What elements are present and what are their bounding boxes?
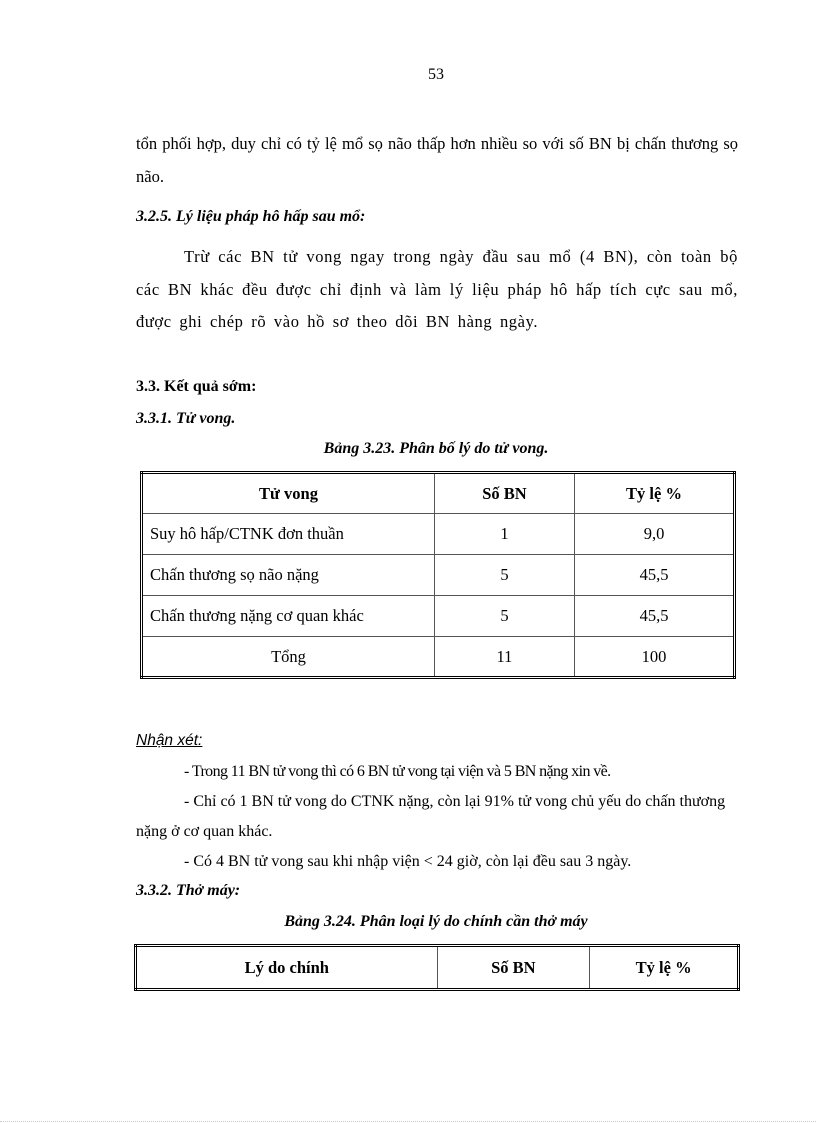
table-cell: 11	[435, 637, 575, 678]
remark-1: - Trong 11 BN tử vong thì có 6 BN tử vong tại viện và 5 BN nặng xin về.	[184, 763, 611, 780]
remark-2: - Chỉ có 1 BN tử vong do CTNK nặng, còn lại 91% tử vong chủ yếu do chấn thương nặng ở cơ quan khác.	[136, 793, 726, 840]
section-heading-3-3: 3.3. Kết quả sớm:	[136, 378, 257, 395]
table-cell: Chấn thương nặng cơ quan khác	[142, 596, 435, 637]
table-row	[142, 555, 735, 596]
page-bottom-divider	[0, 1121, 816, 1122]
table-cell: 5	[435, 555, 575, 596]
paragraph-respiratory-therapy: Trừ các BN tử vong ngay trong ngày đầu sau mổ (4 BN), còn toàn bộ các BN khác đều được chỉ định và làm lý liệu pháp hô hấp tích cực sau mổ, được ghi chép rõ vào hồ sơ theo dõi BN hàng ngày.	[136, 247, 738, 331]
section-heading-3-3-2: 3.3.2. Thở máy:	[136, 882, 241, 899]
remark-3: - Có 4 BN tử vong sau khi nhập viện < 24 giờ, còn lại đều sau 3 ngày.	[184, 853, 632, 870]
table-cell: 45,5	[575, 555, 735, 596]
section-heading-3-2-5: 3.2.5. Lý liệu pháp hô hấp sau mổ:	[136, 208, 366, 225]
table-cell: Suy hô hấp/CTNK đơn thuần	[142, 514, 435, 555]
header-cell: Lý do chính	[136, 946, 438, 990]
table-cell: 100	[575, 637, 735, 678]
table-row	[142, 514, 735, 555]
table-caption-3-23: Bảng 3.23. Phân bố lý do tử vong.	[323, 440, 549, 457]
table-header-row	[136, 946, 739, 990]
ventilation-reason-table	[134, 944, 740, 991]
remarks-label: Nhận xét:	[136, 732, 203, 749]
header-cell: Tỷ lệ %	[590, 946, 739, 990]
table-cell: Tổng	[142, 637, 435, 678]
table-cell: 5	[435, 596, 575, 637]
paragraph-continuation: tổn phối hợp, duy chỉ có tỷ lệ mổ sọ não thấp hơn nhiều so với số BN bị chấn thương sọ não.	[136, 134, 738, 186]
table-cell: 45,5	[575, 596, 735, 637]
table-cell: Chấn thương sọ não nặng	[142, 555, 435, 596]
page-number: 53	[428, 66, 444, 83]
header-cell: Tỷ lệ %	[575, 473, 735, 514]
header-cell: Tử vong	[142, 473, 435, 514]
table-cell: 1	[435, 514, 575, 555]
table-total-row	[142, 637, 735, 678]
header-cell: Số BN	[435, 473, 575, 514]
header-cell: Số BN	[437, 946, 590, 990]
table-row	[142, 596, 735, 637]
mortality-cause-table	[140, 471, 736, 679]
table-header-row	[142, 473, 735, 514]
table-caption-3-24: Bảng 3.24. Phân loại lý do chính cần thở máy	[284, 913, 588, 930]
table-cell: 9,0	[575, 514, 735, 555]
section-heading-3-3-1: 3.3.1. Tử vong.	[136, 410, 236, 427]
